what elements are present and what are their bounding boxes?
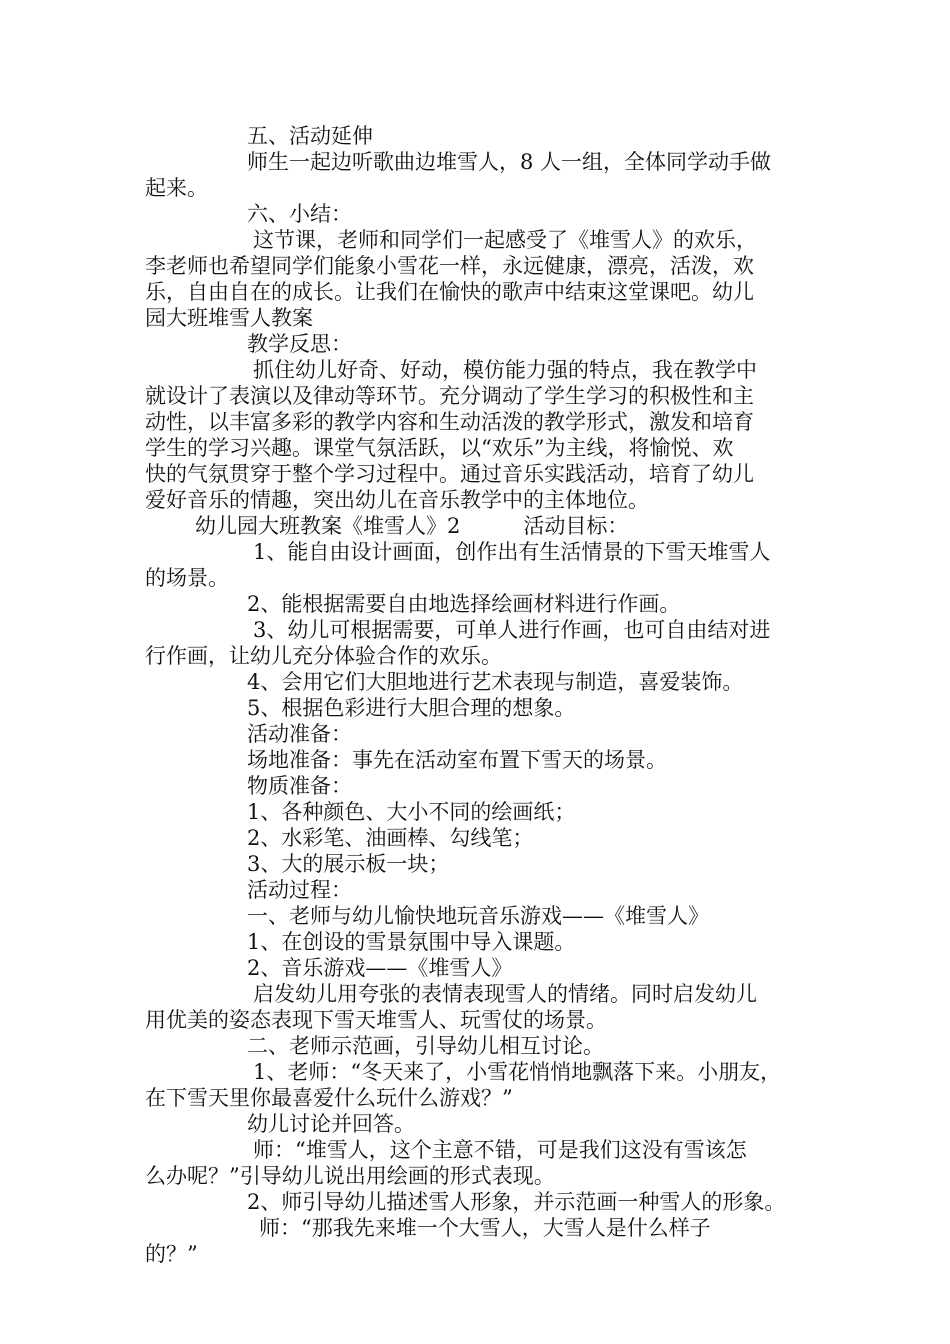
text-line: 二、老师示范画，引导幼儿相互讨论。 (247, 1034, 604, 1058)
text-line: 师生一起边听歌曲边堆雪人，8 人一组，全体同学动手做 (247, 150, 772, 174)
text-line: 幼儿园大班教案《堆雪人》2 活动目标： (195, 514, 629, 538)
text-line: 园大班堆雪人教案 (145, 306, 313, 330)
text-line: 3、幼儿可根据需要，可单人进行作画，也可自由结对进 (253, 618, 771, 642)
text-line: 2、水彩笔、油画棒、勾线笔； (247, 826, 534, 850)
text-line: 1、老师：“冬天来了，小雪花悄悄地飘落下来。小朋友， (253, 1060, 782, 1084)
text-line: 行作画，让幼儿充分体验合作的欢乐。 (145, 644, 502, 668)
text-line: 幼儿讨论并回答。 (247, 1112, 415, 1136)
text-line: 五、活动延伸 (247, 124, 373, 148)
text-line: 2、师引导幼儿描述雪人形象，并示范画一种雪人的形象。 (247, 1190, 786, 1214)
text-line: 1、能自由设计画面，创作出有生活情景的下雪天堆雪人 (253, 540, 771, 564)
text-line: 师：“堆雪人，这个主意不错，可是我们这没有雪该怎 (253, 1138, 747, 1162)
text-line: 的？” (145, 1242, 198, 1266)
text-line: 用优美的姿态表现下雪天堆雪人、玩雪仗的场景。 (145, 1008, 607, 1032)
text-line: 1、各种颜色、大小不同的绘画纸； (247, 800, 576, 824)
text-line: 启发幼儿用夸张的表情表现雪人的情绪。同时启发幼儿 (253, 982, 757, 1006)
text-line: 一、老师与幼儿愉快地玩音乐游戏——《堆雪人》 (247, 904, 709, 928)
text-line: 抓住幼儿好奇、好动，模仿能力强的特点，我在教学中 (253, 358, 757, 382)
text-line: 4、会用它们大胆地进行艺术表现与制造，喜爱装饰。 (247, 670, 744, 694)
text-line: 六、小结： (247, 202, 352, 226)
text-line: 快的气氛贯穿于整个学习过程中。通过音乐实践活动，培育了幼儿 (145, 462, 754, 486)
text-line: 1、在创设的雪景氛围中导入课题。 (247, 930, 576, 954)
text-line: 动性，以丰富多彩的教学内容和生动活泼的教学形式，激发和培育 (145, 410, 754, 434)
text-line: 5、根据色彩进行大胆合理的想象。 (247, 696, 576, 720)
text-line: 2、能根据需要自由地选择绘画材料进行作画。 (247, 592, 681, 616)
text-line: 2、音乐游戏——《堆雪人》 (247, 956, 513, 980)
text-line: 教学反思： (247, 332, 352, 356)
text-line: 起来。 (145, 176, 208, 200)
text-line: 3、大的展示板一块； (247, 852, 450, 876)
text-line: 李老师也希望同学们能象小雪花一样，永远健康，漂亮，活泼，欢 (145, 254, 754, 278)
text-line: 的场景。 (145, 566, 229, 590)
text-line: 场地准备：事先在活动室布置下雪天的场景。 (247, 748, 667, 772)
text-line: 活动准备： (247, 722, 352, 746)
text-line: 爱好音乐的情趣，突出幼儿在音乐教学中的主体地位。 (145, 488, 649, 512)
text-line: 在下雪天里你最喜爱什么玩什么游戏？” (145, 1086, 513, 1110)
text-line: 就设计了表演以及律动等环节。充分调动了学生学习的积极性和主 (145, 384, 754, 408)
text-line: 这节课，老师和同学们一起感受了《堆雪人》的欢乐， (253, 228, 757, 252)
text-line: 师：“那我先来堆一个大雪人，大雪人是什么样子 (259, 1216, 711, 1240)
text-line: 活动过程： (247, 878, 352, 902)
text-line: 乐，自由自在的成长。让我们在愉快的歌声中结束这堂课吧。幼儿 (145, 280, 754, 304)
text-line: 物质准备： (247, 774, 352, 798)
text-line: 么办呢？”引导幼儿说出用绘画的形式表现。 (145, 1164, 555, 1188)
text-line: 学生的学习兴趣。课堂气氛活跃，以“欢乐”为主线，将愉悦、欢 (145, 436, 734, 460)
